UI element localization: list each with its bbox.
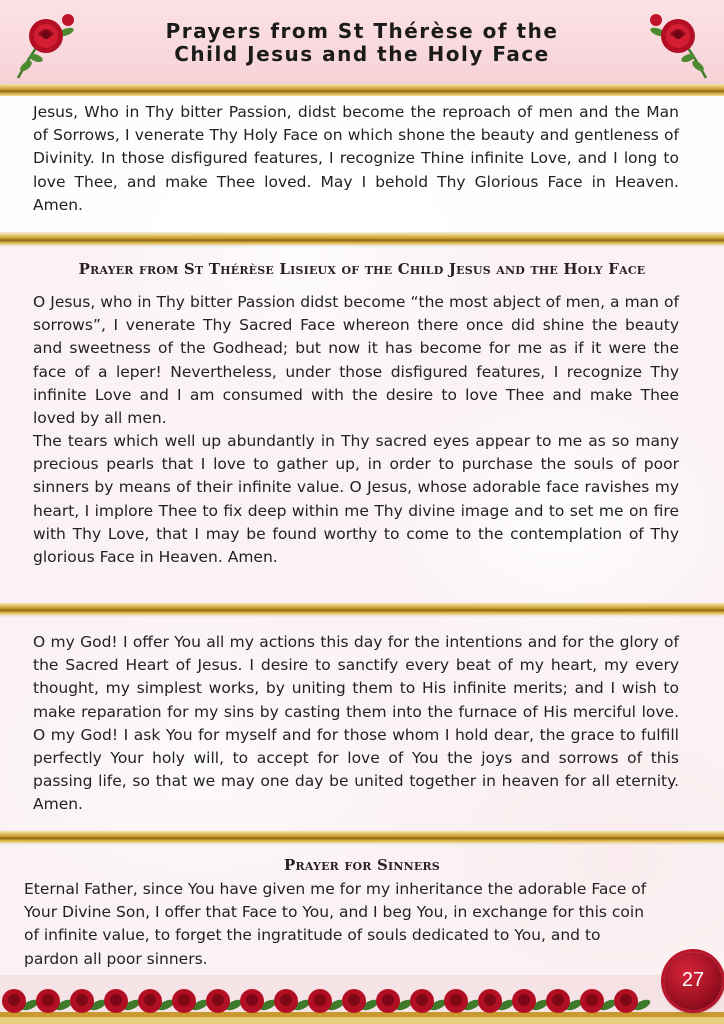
prayer-paragraph: The tears which well up abundantly in Thy sacred eyes appear to me as so many precious pearls that I love to gather up, in order to purchase the souls of poor sinners by means of their infinite value. O Jesus, whose adorable face ravishes my heart, I implore Thee to fix deep within me Thy divine image and to set me on fire with Thy Love, that I may be found worthy to come to the contemplation of Thy glorious Face in Heaven. Amen. xyxy=(33,432,679,567)
gold-divider xyxy=(0,831,724,843)
section-heading: Prayer from St Thérèse Lisieux of the Child Jesus and the Holy Face xyxy=(78,260,646,278)
rose-center xyxy=(348,994,360,1006)
rose-center xyxy=(110,994,122,1006)
rose-center xyxy=(144,994,156,1006)
prayer-paragraph: O my God! I offer You all my actions this day for the intentions and for the glory of the Sacred Heart of Jesus. I desire to sanctify every beat of my heart, my every thought, my simplest works, by uniting them to His infinite merits; and I wish to make reparation for my sins by casting them into the furnace of His merciful love. O my God! I ask You for myself and for those whom I hold dear, the grace to fulfill perfectly Your holy will, to accept for love of You the joys and sorrows of this passing life, so that we may one day be united together in heaven for all eternity. Amen. xyxy=(33,633,679,814)
rose-center xyxy=(518,994,530,1006)
prayer-paragraph: Jesus, Who in Thy bitter Passion, didst become the reproach of men and the Man of Sorrows, I venerate Thy Holy Face on which shone the beauty and gentleness of Divinity. In those disfigured features, I recognize Thine infinite Love, and I long to love Thee, and make Thee loved. May I behold Thy Glorious Face in Heaven. Amen. xyxy=(33,103,679,214)
gold-divider xyxy=(0,603,724,615)
title-line-2: Child Jesus and the Holy Face xyxy=(174,42,550,66)
rose-icon xyxy=(8,10,88,82)
gold-divider xyxy=(0,84,724,96)
page-header xyxy=(0,0,724,84)
rose-center xyxy=(246,994,258,1006)
title-line-1: Prayers from St Thérèse of the xyxy=(165,19,559,43)
rose-center xyxy=(552,994,564,1006)
prayer-paragraph: Eternal Father, since You have given me for my inheritance the adorable Face of Your Divine Son, I offer that Face to You, and I beg You, in exchange for this coin of infinite value, to forget the ingratitude of souls dedicated to You, and to pardon all poor sinners. xyxy=(24,880,647,968)
rose-center xyxy=(280,994,292,1006)
page-number: 27 xyxy=(681,969,705,991)
rose-center xyxy=(416,994,428,1006)
prayer-paragraph: O Jesus, who in Thy bitter Passion didst become “the most abject of men, a man of sorrows”, I venerate Thy Sacred Face whereon there once did shine the beauty and sweetness of the Godhead; but now it has become for me as if it were the face of a leper! Nevertheless, under those disfigured features, I recognize Thy infinite Love and I am consumed with the desire to love Thee and make Thee loved by all men. xyxy=(33,293,679,428)
page-title xyxy=(90,20,634,66)
rose-garland xyxy=(0,975,724,1024)
section-heading: Prayer for Sinners xyxy=(284,856,440,874)
rose-center xyxy=(212,994,224,1006)
rose-center xyxy=(42,994,54,1006)
rose-center xyxy=(484,994,496,1006)
rose-center xyxy=(76,994,88,1006)
rose-center xyxy=(178,994,190,1006)
rose-center xyxy=(314,994,326,1006)
rose-center xyxy=(382,994,394,1006)
rose-icon xyxy=(636,10,716,82)
rose-center xyxy=(8,994,20,1006)
rose-center xyxy=(450,994,462,1006)
rose-center xyxy=(620,994,632,1006)
page-number-badge xyxy=(664,952,722,1010)
gold-divider xyxy=(0,233,724,245)
rose-center xyxy=(586,994,598,1006)
